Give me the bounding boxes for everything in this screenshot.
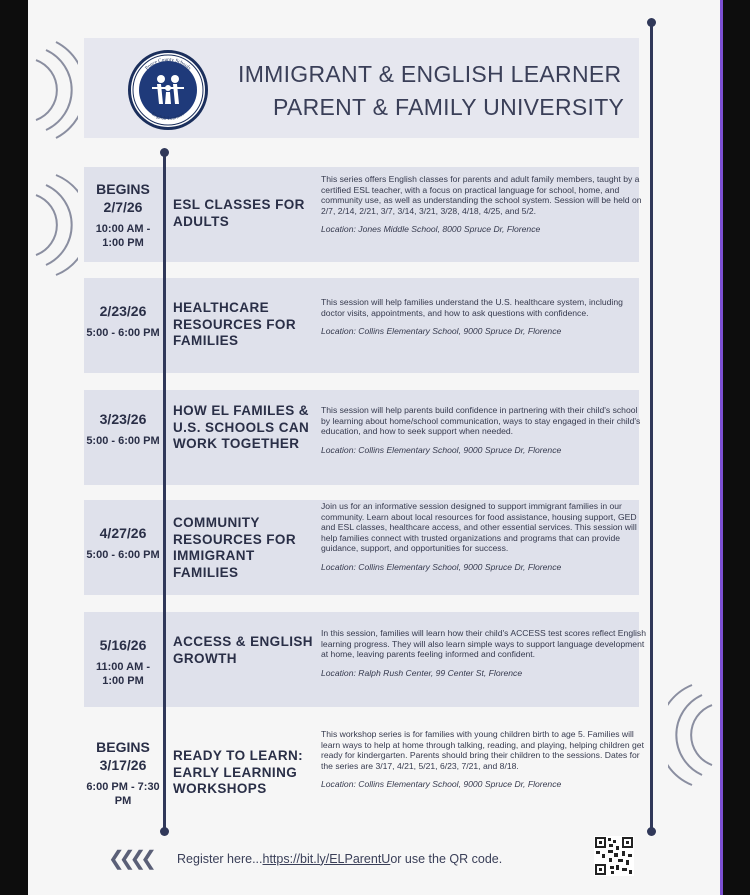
chevrons-left-icon: ❮❮❮❮	[108, 848, 152, 870]
flyer-page	[28, 0, 720, 895]
session-description-block	[321, 729, 646, 790]
session-description-block	[321, 297, 646, 337]
session-time: 11:00 AM - 1:00 PM	[95, 661, 150, 687]
session-date: 5/16/26	[99, 637, 147, 653]
register-link[interactable]: https://bit.ly/ELParentU	[262, 851, 391, 866]
session-title: HEALTHCARE RESOURCES FOR FAMILIES	[173, 300, 296, 348]
session-title: ESL CLASSES FOR ADULTS	[173, 197, 305, 229]
session-description-block	[321, 501, 646, 573]
session-date: 2/23/26	[99, 303, 147, 319]
session-description: This series offers English classes for parents and adult family members, taught by a certified ESL teacher, with a focus on practical language for school, home, and community use, as well as understanding the school system. Session will be held on 2/7, 2/14, 2/21, 3/7, 3/14, 3/21, 3/28, 4/18, 4/25, and 5/2.	[321, 174, 642, 216]
session-time: 5:00 - 6:00 PM	[86, 549, 160, 561]
session-date: 4/27/26	[99, 525, 147, 541]
session-location: Location: Collins Elementary School, 9000 Spruce Dr, Florence	[321, 561, 562, 572]
logo-bottom-text: English Learners	[150, 111, 186, 123]
session-description: This session will help families understand the U.S. healthcare system, including doctor visits, appointments, and how to ask questions with confidence.	[321, 297, 623, 318]
session-date: BEGINS 2/7/26	[96, 181, 150, 215]
qr-code-icon[interactable]	[594, 836, 634, 876]
title-line-2: PARENT & FAMILY UNIVERSITY	[273, 94, 625, 120]
register-suffix: or use the QR code.	[390, 851, 503, 866]
session-description: This workshop series is for families with young children birth to age 5. Families will learn ways to help at home through talking, reading, and playing, helping children get ready for kindergarten. Parents should bring their children to the sessions. Dates for the series are 3/17, 4/21, 5/21, 6/23, 7/21, and 8/18.	[321, 729, 644, 771]
session-title: READY TO LEARN: EARLY LEARNING WORKSHOPS	[173, 748, 304, 796]
session-date: BEGINS 3/17/26	[96, 739, 150, 773]
session-description-block	[321, 174, 646, 235]
page-title	[238, 58, 624, 124]
svg-text:English Learners	[150, 111, 185, 122]
session-location: Location: Collins Elementary School, 9000 Spruce Dr, Florence	[321, 444, 562, 455]
district-logo	[128, 50, 208, 130]
session-time: 5:00 - 6:00 PM	[86, 435, 160, 447]
logo-ring-icon	[129, 51, 207, 129]
register-prefix: Register here...	[177, 851, 263, 866]
timeline-left	[163, 152, 166, 832]
session-date-block	[84, 180, 162, 250]
session-date: 3/23/26	[99, 411, 147, 427]
logo-top-text: Ponce County Schools	[144, 56, 192, 72]
session-description-block	[321, 405, 646, 455]
session-description-block	[321, 628, 646, 678]
session-date-block	[84, 636, 162, 688]
session-location: Location: Ralph Rush Center, 99 Center St, Florence	[321, 667, 523, 678]
session-description: In this session, families will learn how their child's ACCESS test scores reflect English learning progress. They will also learn simple ways to support language development at home, leaving parents feeling informed and confident.	[321, 628, 646, 660]
register-footer	[108, 846, 648, 871]
session-description: This session will help parents build confidence in partnering with their child's school by learning about home/school communication, ways to stay engaged in their child's education, and how to seek support when needed.	[321, 405, 641, 437]
session-date-block	[84, 738, 162, 808]
session-date-block	[84, 524, 162, 562]
session-date-block	[84, 302, 162, 340]
session-title: ACCESS & ENGLISH GROWTH	[173, 634, 313, 666]
session-location: Location: Collins Elementary School, 9000 Spruce Dr, Florence	[321, 779, 562, 790]
wave-decoration-icon	[28, 170, 78, 280]
session-description: Join us for an informative session designed to support immigrant families in our community. Learn about local resources for food assistance, housing support, GED and ESL classes, healthcare access, and other essential services. This session will help families connect with trusted organizations and programs that can provide guidance, support, and opportunities for success.	[321, 501, 637, 554]
session-title: HOW EL FAMILES & U.S. SCHOOLS CAN WORK TOGETHER	[173, 403, 310, 451]
screen-edge-accent	[720, 0, 723, 895]
session-time: 5:00 - 6:00 PM	[86, 327, 160, 339]
wave-decoration-icon	[668, 680, 720, 790]
session-time: 10:00 AM - 1:00 PM	[95, 223, 151, 249]
session-location: Location: Jones Middle School, 8000 Spruce Dr, Florence	[321, 224, 541, 235]
session-time: 6:00 PM - 7:30 PM	[86, 781, 160, 807]
wave-decoration-icon	[28, 40, 78, 140]
title-line-1: IMMIGRANT & ENGLISH LEARNER	[238, 61, 622, 87]
session-date-block	[84, 410, 162, 448]
session-location: Location: Collins Elementary School, 9000 Spruce Dr, Florence	[321, 326, 562, 337]
timeline-right	[650, 22, 653, 832]
session-title: COMMUNITY RESOURCES FOR IMMIGRANT FAMILIES	[173, 515, 296, 580]
